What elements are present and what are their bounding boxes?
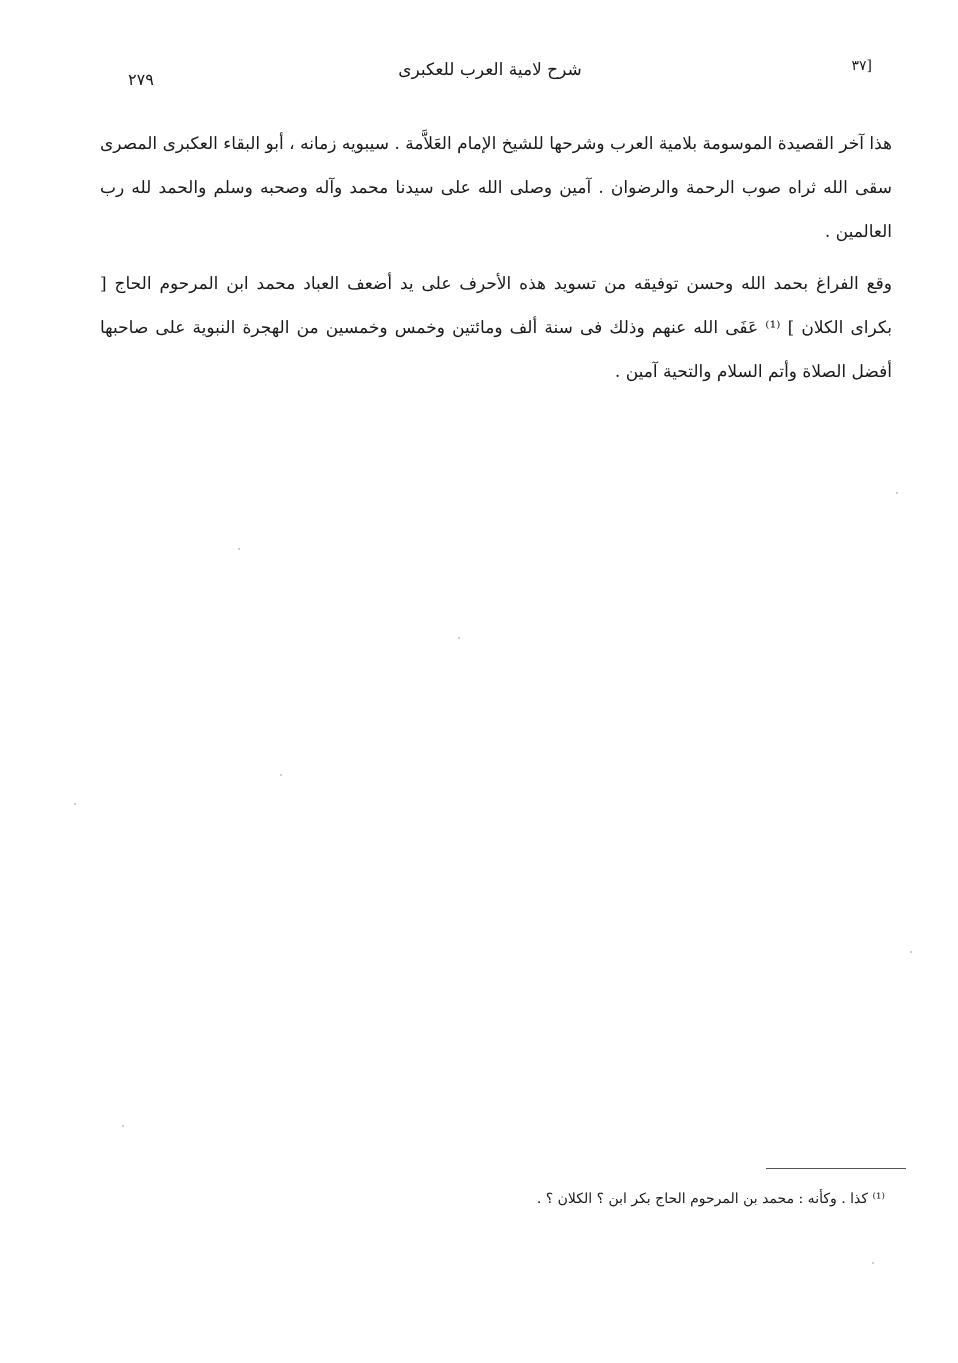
paragraph-scribe: وقع الفراغ بحمد الله وحسن توفيقه من تسويد هذه الأحرف على يد أضعف العباد محمد ابن المرحوم الحاج [ بكراى الكلان ] ⁽¹⁾ عَفَى الله عنهم وذلك فى سنة ألف ومائتين وخمس وخمسين من الهجرة النبوية على صاحبها أفضل الصلاة وأتم السلام والتحية آمين . — [100, 274, 893, 382]
paragraph-colophon: هذا آخر القصيدة الموسومة بلامية العرب وشرحها للشيخ الإمام العَلاَّمة . سيبويه زمانه ، أبو البقاء العكبرى المصرى سقى الله ثراه صوب الرحمة والرضوان . آمين وصلى الله على سيدنا محمد وآله وصحبه وسلم والحمد لله رب العالمين . — [100, 134, 892, 242]
scan-speck — [910, 951, 912, 953]
footnote: ⁽¹⁾ كذا . وكأنه : محمد بن المرحوم الحاج بكر ابن ؟ الكلان ؟ . — [536, 1191, 885, 1207]
scan-speck — [238, 548, 240, 550]
page-number: ٢٧٩ — [128, 70, 154, 89]
scan-speck — [74, 803, 76, 805]
scan-speck — [280, 774, 282, 776]
scan-speck — [458, 637, 460, 639]
scan-speck — [872, 1262, 874, 1264]
main-text — [100, 122, 892, 394]
scan-speck — [896, 492, 898, 494]
footnote-divider — [766, 1168, 906, 1169]
running-title: شرح لامية العرب للعكبرى — [398, 60, 582, 80]
page-number-original: [٣٧ — [851, 58, 872, 74]
page-header — [100, 52, 880, 92]
scan-speck — [122, 1125, 124, 1127]
